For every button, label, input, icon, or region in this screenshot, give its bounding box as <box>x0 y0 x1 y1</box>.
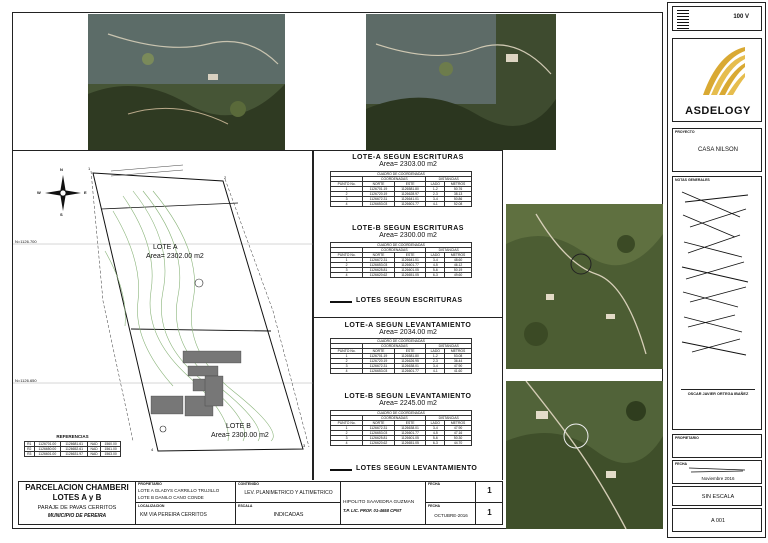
sheet-number-bottom: 1 <box>487 508 492 517</box>
table-cell: 2 <box>331 263 363 268</box>
owner-line-1: LOTE A GLADYS CARRILLO TRUJILLO <box>138 488 220 493</box>
date-value: OCTUBRE-2016 <box>434 513 468 518</box>
notes-label: NOTAS GENERALES <box>675 178 710 182</box>
escrituras-a-title: LOTE-A SEGUN ESCRITURAS <box>352 154 464 161</box>
table-cell: 1-2 <box>426 187 445 192</box>
levantamiento-a-title: LOTE-A SEGUN LEVANTAMIENTO <box>344 322 472 329</box>
table-cell: 4-5 <box>426 263 445 268</box>
revision-text: 100 V <box>733 14 749 20</box>
table-cell: 1126720.19 <box>363 359 395 364</box>
legend-levantamiento-text: LOTES SEGUN LEVANTAMIENTO <box>356 465 478 472</box>
table-column-header: PUNTO No. <box>331 253 363 258</box>
table-cell: 1126651.05 <box>394 441 426 446</box>
table-cell: 3-4 <box>426 258 445 263</box>
vertex-label-4: 4 <box>151 447 154 452</box>
satellite-image-top-left <box>88 14 285 150</box>
table-column-header: LADO <box>426 421 445 426</box>
revision-box <box>672 6 762 31</box>
reference-cell: R2 <box>25 447 35 452</box>
escrituras-b-title: LOTE-B SEGUN ESCRITURAS <box>352 225 464 232</box>
right-scale-value: SIN ESCALA <box>701 494 735 500</box>
table-group-header: COORDENADAS <box>363 248 426 253</box>
table-cell: 1126651.05 <box>394 273 426 278</box>
localization-value: KM VIA PEREIRA CERRITOS <box>140 512 207 518</box>
table-cell: 3-4 <box>426 426 445 431</box>
reference-cell: 1561.00 <box>101 447 121 452</box>
table-cell: 48.60 <box>445 258 472 263</box>
reference-cell: NAD <box>88 452 101 457</box>
sheet-number-top: 1 <box>487 486 492 495</box>
table-cell: 4 <box>331 441 363 446</box>
table-column-header: METROS <box>445 182 472 187</box>
table-column-header: ESTE <box>394 421 426 426</box>
table-cell: 1126601.77 <box>394 263 426 268</box>
notes-scribble <box>679 187 751 367</box>
surveyor-license: T.P. LIC. PROF. 01-4658 CPNT <box>343 508 402 513</box>
satellite-image-right-bottom <box>506 381 663 529</box>
table-group-header: COORDENADAS <box>363 344 426 349</box>
content-value: LEV. PLANIMETRICO Y ALTIMETRICO <box>244 490 333 496</box>
table-cell: 1126625.81 <box>363 268 395 273</box>
scale-value: INDICADAS <box>273 512 304 518</box>
reference-row <box>25 447 121 452</box>
table-cell: 47.90 <box>445 364 472 369</box>
compass-north-label: N <box>60 167 63 172</box>
table-cell: 36.44 <box>445 359 472 364</box>
escrituras-a-area: Area= 2303.00 m2 <box>379 161 437 168</box>
reference-cell: 1560.00 <box>101 442 121 447</box>
project-name: CASA NILSON <box>697 147 738 153</box>
table-cell: 2 <box>331 431 363 436</box>
table-column-header: LADO <box>426 349 445 354</box>
coordinate-label-north-2: N=1126.650 <box>15 378 37 383</box>
table-cell: 50.19 <box>445 268 472 273</box>
surveyor-name: HIPOLITO SAAVEDRA GUZMAN <box>343 500 415 505</box>
table-cell: 4-5 <box>426 431 445 436</box>
table-cell: 49.60 <box>445 273 472 278</box>
table-group-header: COORDENADAS <box>363 177 426 182</box>
project-box <box>672 128 762 172</box>
escrituras-b-table <box>330 242 472 278</box>
table-cell: 1126638.01 <box>394 364 426 369</box>
title-block-cell-date <box>426 481 476 525</box>
table-cell: 1126601.77 <box>394 369 426 374</box>
table-cell: 3 <box>331 364 363 369</box>
table-cell: 46.12 <box>445 263 472 268</box>
satellite-image-top-right <box>366 14 556 150</box>
reference-row <box>25 442 121 447</box>
references-title: REFERENCIAS <box>56 434 89 439</box>
reference-cell: NAD <box>88 447 101 452</box>
table-cell: 3 <box>331 197 363 202</box>
table-cell: 1126626.95 <box>394 359 426 364</box>
table-title-cell: CUADRO DE COORDENADAS <box>331 172 472 177</box>
table-column-header: METROS <box>445 421 472 426</box>
satellite-image-right-top <box>506 204 663 369</box>
reference-cell: NAD <box>88 442 101 447</box>
levantamiento-b-table <box>330 410 472 446</box>
table-cell: 1126638.01 <box>394 426 426 431</box>
table-row <box>331 441 472 446</box>
reference-cell: 1126601.00 <box>34 452 61 457</box>
logo-box <box>672 38 762 122</box>
stamp-label: FECHA <box>428 482 441 486</box>
table-cell: 3 <box>331 436 363 441</box>
reference-cell: 1126681.61 <box>61 442 88 447</box>
sheet-code-box <box>672 508 762 532</box>
table-column-header: METROS <box>445 253 472 258</box>
reference-row <box>25 452 121 457</box>
compass-east-label: E <box>84 190 87 195</box>
table-cell: 1 <box>331 426 363 431</box>
table-cell: 6-3 <box>426 441 445 446</box>
levantamiento-b-area: Area= 2245.00 m2 <box>379 400 437 407</box>
legend-levantamiento-line <box>330 469 352 471</box>
main-title-line-1: PARCELACION CHAMBERI <box>25 483 129 492</box>
table-cell: 1126601.77 <box>394 202 426 207</box>
lot-a-name: LOTE A <box>153 244 178 251</box>
levantamiento-a-area: Area= 2034.00 m2 <box>379 329 437 336</box>
vertex-label-1: 1 <box>88 166 91 171</box>
table-column-header: NORTE <box>363 253 395 258</box>
references-block <box>24 434 121 470</box>
right-date-value: Noviembre 2016 <box>701 476 735 481</box>
right-date-label: FECHA <box>675 462 688 466</box>
owner-line-2: LOTE B DANILO CANO CONDE <box>138 495 204 500</box>
owner-stamp-label: PROPIETARIO <box>675 436 699 440</box>
table-cell: 44.70 <box>445 441 472 446</box>
table-column-header: NORTE <box>363 421 395 426</box>
escrituras-a-table <box>330 171 472 207</box>
table-group-header: DISTANCIAS <box>426 344 472 349</box>
table-cell: 1126641.01 <box>394 258 426 263</box>
table-cell: 1126625.81 <box>363 436 395 441</box>
content-label: CONTENIDO <box>238 482 259 486</box>
compass-south-label: S <box>60 212 63 217</box>
table-column-header: ESTE <box>394 253 426 258</box>
table-cell: 1126672.31 <box>363 364 395 369</box>
table-cell: 1126653.03 <box>363 369 395 374</box>
reference-cell: R1 <box>25 442 35 447</box>
table-cell: 2-3 <box>426 192 445 197</box>
table-cell: 50.30 <box>445 436 472 441</box>
location-line-1: PARAJE DE PAVAS CERRITOS <box>37 505 117 511</box>
lot-b-area: Area= 2300.00 m2 <box>211 432 269 439</box>
table-column-header: LADO <box>426 182 445 187</box>
project-label: PROYECTO <box>675 130 695 134</box>
table-cell: 3 <box>331 268 363 273</box>
vertex-label-2: 2 <box>224 175 227 180</box>
table-row <box>331 202 472 207</box>
table-cell: 53.08 <box>445 354 472 359</box>
table-cell: 5-6 <box>426 436 445 441</box>
table-cell: 1126620.62 <box>363 273 395 278</box>
table-column-header: PUNTO No. <box>331 182 363 187</box>
owner-label: PROPIETARIO <box>138 482 162 486</box>
legend-escrituras-text: LOTES SEGUN ESCRITURAS <box>356 297 463 304</box>
table-column-header: PUNTO No. <box>331 421 363 426</box>
table-cell: 1 <box>331 354 363 359</box>
scale-box <box>672 486 762 506</box>
table-cell: 3-4 <box>426 364 445 369</box>
legend-escrituras-line <box>330 301 352 303</box>
title-block-date-divider <box>426 502 503 503</box>
table-cell: 4-1 <box>426 202 445 207</box>
table-cell: 50.86 <box>445 197 472 202</box>
table-cell: 4 <box>331 202 363 207</box>
logo-text: ASDELOGY <box>685 105 751 117</box>
table-cell: 3-4 <box>426 197 445 202</box>
table-title-cell: CUADRO DE COORDENADAS <box>331 411 472 416</box>
engineer-name: OSCAR JAVIER ORTEGA IBAÑEZ <box>687 392 749 396</box>
table-cell: 1126620.62 <box>363 441 395 446</box>
table-cell: 1126581.80 <box>394 354 426 359</box>
table-cell: 1126601.05 <box>394 268 426 273</box>
references-table <box>24 441 121 457</box>
main-title-line-2: LOTES A y B <box>52 493 102 502</box>
table-cell: 1126672.31 <box>363 426 395 431</box>
table-cell: 1126653.03 <box>363 431 395 436</box>
lot-b-name: LOTE B <box>226 423 251 430</box>
lot-a-area: Area= 2302.00 m2 <box>146 253 204 260</box>
table-cell: 1-2 <box>426 354 445 359</box>
table-column-header: PUNTO No. <box>331 349 363 354</box>
table-column-header: METROS <box>445 349 472 354</box>
localization-label: LOCALIZACION <box>138 504 165 508</box>
table-cell: 2 <box>331 359 363 364</box>
table-cell: 4 <box>331 273 363 278</box>
table-cell: 1126581.80 <box>394 187 426 192</box>
table-group-header: DISTANCIAS <box>426 416 472 421</box>
title-block-cell-content <box>236 481 341 525</box>
table-group-header: DISTANCIAS <box>426 177 472 182</box>
table-cell: 1 <box>331 187 363 192</box>
reference-cell: R3 <box>25 452 35 457</box>
table-cell: 47.16 <box>445 431 472 436</box>
table-group-header: DISTANCIAS <box>426 248 472 253</box>
signature-line <box>681 389 755 390</box>
levantamiento-a-table <box>330 338 472 374</box>
lot-a-label <box>153 244 178 251</box>
table-cell: 50.76 <box>445 187 472 192</box>
table-cell: 41.60 <box>445 369 472 374</box>
table-cell: 1126701.19 <box>363 187 395 192</box>
table-cell: 1126628.97 <box>394 192 426 197</box>
coordinate-label-north-1: N=1126.700 <box>15 239 37 244</box>
escrituras-b-area: Area= 2300.00 m2 <box>379 232 437 239</box>
table-cell: 2 <box>331 192 363 197</box>
table-cell: 47.90 <box>445 426 472 431</box>
reference-cell: 1563.00 <box>101 452 121 457</box>
table-column-header: NORTE <box>363 182 395 187</box>
table-cell: 1126720.19 <box>363 192 395 197</box>
panel-divider <box>313 317 503 318</box>
notes-box <box>672 176 762 430</box>
reference-cell: 1126652.61 <box>61 447 88 452</box>
table-cell: 5-6 <box>426 268 445 273</box>
table-group-header: COORDENADAS <box>363 416 426 421</box>
table-cell: 1126641.01 <box>394 197 426 202</box>
date-box <box>672 460 762 484</box>
location-line-2: MUNICIPIO DE PEREIRA <box>47 513 107 519</box>
table-cell: 1126653.03 <box>363 263 395 268</box>
table-row <box>331 273 472 278</box>
sheet-code: A 001 <box>710 518 726 524</box>
table-column-header: ESTE <box>394 182 426 187</box>
table-cell: 1126701.19 <box>363 354 395 359</box>
table-cell: 1126672.31 <box>363 197 395 202</box>
compass-rose <box>37 167 87 217</box>
table-cell: 6-3 <box>426 273 445 278</box>
compass-west-label: W <box>37 190 41 195</box>
table-cell: 38.13 <box>445 192 472 197</box>
table-title-cell: CUADRO DE COORDENADAS <box>331 339 472 344</box>
site-plan-drawing <box>13 150 313 480</box>
reference-cell: 1126701.00 <box>34 442 61 447</box>
table-cell: 1126601.77 <box>394 431 426 436</box>
levantamiento-b-title: LOTE-B SEGUN LEVANTAMIENTO <box>344 393 472 400</box>
table-cell: 1 <box>331 258 363 263</box>
table-row <box>331 369 472 374</box>
table-cell: 1126653.03 <box>363 202 395 207</box>
owner-stamp-box <box>672 434 762 458</box>
revision-hatch <box>677 9 689 29</box>
table-title-cell: CUADRO DE COORDENADAS <box>331 243 472 248</box>
date-label: FECHA <box>428 504 441 508</box>
date-scribble <box>687 465 747 475</box>
logo-graphic <box>693 43 753 99</box>
table-column-header: NORTE <box>363 349 395 354</box>
reference-cell: 1126650.00 <box>34 447 61 452</box>
reference-cell: 1126631.97 <box>61 452 88 457</box>
table-cell: 2-3 <box>426 359 445 364</box>
table-column-header: LADO <box>426 253 445 258</box>
table-cell: 52.08 <box>445 202 472 207</box>
table-cell: 1126601.05 <box>394 436 426 441</box>
vertex-label-3: 3 <box>303 443 306 448</box>
scale-label: ESCALA <box>238 504 253 508</box>
table-cell: 4 <box>331 369 363 374</box>
table-cell: 1126672.31 <box>363 258 395 263</box>
table-column-header: ESTE <box>394 349 426 354</box>
table-cell: 4-1 <box>426 369 445 374</box>
